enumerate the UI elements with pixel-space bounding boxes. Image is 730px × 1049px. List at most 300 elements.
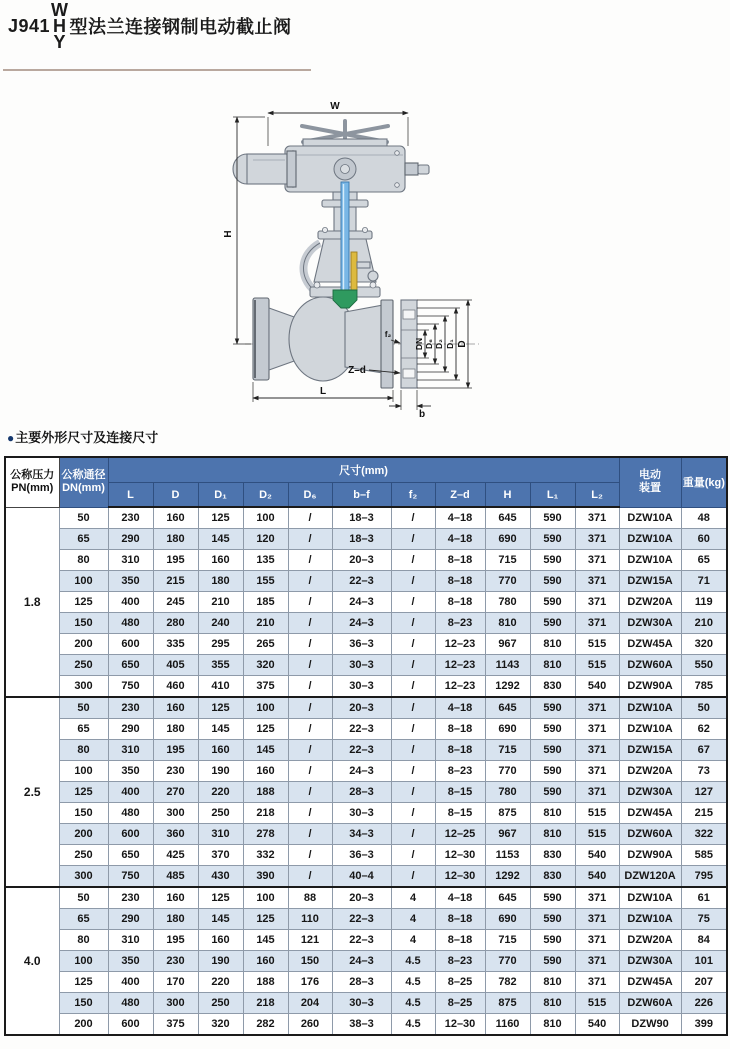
dimension-cell: 585 (681, 845, 727, 866)
bullet-icon: ● (7, 431, 15, 445)
dimension-cell: 48 (681, 507, 727, 529)
dimension-cell: 20–3 (332, 697, 391, 719)
table-row (5, 930, 727, 951)
dimension-cell: 360 (153, 824, 198, 845)
table-row (5, 803, 727, 824)
dimension-cell: 4–18 (435, 887, 485, 909)
dimension-cell: 770 (485, 761, 530, 782)
dimension-cell: 60 (681, 529, 727, 550)
dimension-cell: 371 (575, 909, 619, 930)
actuator-model-cell: DZW15A (619, 740, 681, 761)
dimension-cell: 350 (108, 951, 153, 972)
dimension-cell: 540 (575, 845, 619, 866)
dimension-cell: 210 (681, 613, 727, 634)
table-row (5, 782, 727, 803)
dimension-cell: 590 (530, 592, 575, 613)
svg-text:DN: DN (414, 337, 424, 351)
dimension-cell: 127 (681, 782, 727, 803)
motor (233, 151, 296, 187)
dimension-cell: 371 (575, 529, 619, 550)
dimension-cell: 600 (108, 634, 153, 655)
dimension-cell: 24–3 (332, 592, 391, 613)
dimension-cell: 1153 (485, 845, 530, 866)
dimension-cell: 335 (153, 634, 198, 655)
dimension-cell: / (288, 592, 332, 613)
dimension-table (4, 456, 728, 1036)
dimension-cell: 28–3 (332, 782, 391, 803)
dimension-cell: / (391, 803, 435, 824)
table-row (5, 655, 727, 676)
dimension-cell: 371 (575, 592, 619, 613)
valve-technical-drawing (205, 84, 505, 420)
dimension-cell: / (288, 529, 332, 550)
table-row (5, 951, 727, 972)
dimension-cell: / (288, 676, 332, 698)
table-row (5, 866, 727, 888)
table-row (5, 550, 727, 571)
dn-cell: 200 (59, 634, 108, 655)
dimension-cell: 210 (243, 613, 288, 634)
dimension-cell: 245 (153, 592, 198, 613)
dimension-cell: 810 (530, 824, 575, 845)
dimension-cell: 180 (198, 571, 243, 592)
dn-cell: 125 (59, 972, 108, 993)
dimension-cell: 750 (108, 866, 153, 888)
dimension-cell: 480 (108, 803, 153, 824)
dimension-cell: 40–4 (332, 866, 391, 888)
dn-cell: 65 (59, 719, 108, 740)
dimension-cell: / (288, 866, 332, 888)
dimension-cell: / (288, 550, 332, 571)
dimension-cell: 485 (153, 866, 198, 888)
dimension-cell: 280 (153, 613, 198, 634)
dimension-cell: / (391, 845, 435, 866)
dimension-cell: 290 (108, 909, 153, 930)
dn-cell: 150 (59, 613, 108, 634)
dimension-cell: 830 (530, 866, 575, 888)
dimension-cell: 355 (198, 655, 243, 676)
actuator-model-cell: DZW10A (619, 909, 681, 930)
svg-text:b: b (418, 409, 426, 420)
header-dim-d: D (153, 483, 198, 508)
dimension-cell: 204 (288, 993, 332, 1014)
title-variant-w: W (51, 0, 69, 20)
dimension-cell: 250 (198, 803, 243, 824)
actuator-model-cell: DZW60A (619, 655, 681, 676)
dimension-cell: 370 (198, 845, 243, 866)
dimension-cell: 36–3 (332, 634, 391, 655)
dimension-cell: 125 (198, 507, 243, 529)
dimension-cell: 22–3 (332, 930, 391, 951)
dimension-cell: 230 (108, 887, 153, 909)
dimension-cell: / (288, 719, 332, 740)
dimension-cell: 195 (153, 930, 198, 951)
dimension-cell: 125 (243, 909, 288, 930)
dimension-cell: 540 (575, 1014, 619, 1036)
actuator-model-cell: DZW90A (619, 845, 681, 866)
dn-cell: 300 (59, 676, 108, 698)
dimension-cell: 22–3 (332, 740, 391, 761)
dimension-cell: 540 (575, 866, 619, 888)
svg-text:L: L (319, 386, 327, 397)
dimension-cell: 125 (198, 887, 243, 909)
header-dim-zd: Z–d (435, 483, 485, 508)
dimension-cell: 250 (198, 993, 243, 1014)
actuator-model-cell: DZW20A (619, 592, 681, 613)
dimension-cell: 875 (485, 803, 530, 824)
dimension-cell: 100 (243, 697, 288, 719)
dimension-cell: 400 (108, 782, 153, 803)
actuator-model-cell: DZW10A (619, 507, 681, 529)
dn-cell: 125 (59, 782, 108, 803)
dimension-cell: 84 (681, 930, 727, 951)
dn-cell: 65 (59, 909, 108, 930)
header-dim-f2: f₂ (391, 483, 435, 508)
actuator-model-cell: DZW15A (619, 571, 681, 592)
dimension-cell: 12–25 (435, 824, 485, 845)
valve-body (253, 297, 393, 388)
dimension-cell: / (391, 613, 435, 634)
dn-cell: 200 (59, 1014, 108, 1036)
dimension-cell: 170 (153, 972, 198, 993)
title-suffix: 型法兰连接钢制电动截止阀 (69, 17, 292, 37)
dimension-cell: 295 (198, 634, 243, 655)
actuator-model-cell: DZW30A (619, 951, 681, 972)
table-row (5, 887, 727, 909)
header-dim-l1: L₁ (530, 483, 575, 508)
dimension-cell: / (288, 571, 332, 592)
dimension-cell: 322 (681, 824, 727, 845)
actuator-model-cell: DZW10A (619, 529, 681, 550)
dimension-cell: 8–15 (435, 782, 485, 803)
dimension-cell: 160 (198, 740, 243, 761)
dimension-cell: 18–3 (332, 529, 391, 550)
dimension-cell: 73 (681, 761, 727, 782)
dimension-cell: 62 (681, 719, 727, 740)
table-row (5, 761, 727, 782)
dimension-cell: 1292 (485, 676, 530, 698)
dimension-cell: 810 (530, 993, 575, 1014)
dimension-cell: 320 (198, 1014, 243, 1036)
actuator-model-cell: DZW10A (619, 550, 681, 571)
dimension-cell: / (288, 824, 332, 845)
dn-cell: 100 (59, 951, 108, 972)
title-variant-y: Y (53, 32, 67, 52)
header-dim-l: L (108, 483, 153, 508)
dimension-cell: 22–3 (332, 909, 391, 930)
actuator-model-cell: DZW45A (619, 972, 681, 993)
actuator-model-cell: DZW20A (619, 761, 681, 782)
dimension-cell: 160 (198, 550, 243, 571)
actuator-top-plate (303, 139, 387, 146)
dimension-cell: 190 (198, 761, 243, 782)
dimension-cell: 400 (108, 592, 153, 613)
dimension-cell: 371 (575, 697, 619, 719)
dimension-cell: 215 (153, 571, 198, 592)
dimension-cell: 590 (530, 719, 575, 740)
dimension-cell: 160 (153, 507, 198, 529)
dn-cell: 65 (59, 529, 108, 550)
dimension-cell: 12–23 (435, 655, 485, 676)
dimension-cell: 590 (530, 782, 575, 803)
section-title (7, 427, 158, 446)
table-row (5, 592, 727, 613)
dimension-cell: 770 (485, 951, 530, 972)
table-row (5, 909, 727, 930)
dimension-cell: 180 (153, 719, 198, 740)
dimension-cell: / (288, 845, 332, 866)
dimension-l (253, 382, 393, 402)
dimension-cell: 8–15 (435, 803, 485, 824)
dimension-cell: 230 (108, 507, 153, 529)
svg-text:D₆: D₆ (424, 339, 434, 349)
dn-cell: 200 (59, 824, 108, 845)
dimension-cell: 810 (530, 1014, 575, 1036)
dn-cell: 80 (59, 550, 108, 571)
dimension-cell: 125 (198, 697, 243, 719)
dimension-cell: 300 (153, 803, 198, 824)
dimension-cell: 218 (243, 803, 288, 824)
dimension-cell: 650 (108, 845, 153, 866)
dimension-cell: / (391, 697, 435, 719)
dimension-cell: 770 (485, 571, 530, 592)
dimension-cell: 875 (485, 993, 530, 1014)
header-dim-l2: L₂ (575, 483, 619, 508)
actuator-model-cell: DZW45A (619, 634, 681, 655)
dimension-cell: 1292 (485, 866, 530, 888)
dimension-cell: 101 (681, 951, 727, 972)
actuator-model-cell: DZW45A (619, 803, 681, 824)
dimension-cell: 310 (108, 930, 153, 951)
dimension-cell: 207 (681, 972, 727, 993)
dimension-cell: 20–3 (332, 550, 391, 571)
dimension-cell: 645 (485, 697, 530, 719)
table-row (5, 845, 727, 866)
dimension-cell: 425 (153, 845, 198, 866)
actuator-model-cell: DZW10A (619, 719, 681, 740)
dimension-cell: 4–18 (435, 507, 485, 529)
dimension-cell: 28–3 (332, 972, 391, 993)
dimension-cell: 967 (485, 634, 530, 655)
dn-cell: 150 (59, 803, 108, 824)
table-row (5, 676, 727, 698)
table-row (5, 993, 727, 1014)
header-size-group: 尺寸(mm) (108, 457, 619, 483)
dimension-cell: 24–3 (332, 761, 391, 782)
actuator-model-cell: DZW20A (619, 930, 681, 951)
dimension-cell: 715 (485, 550, 530, 571)
dimension-cell: 785 (681, 676, 727, 698)
dimension-cell: / (288, 740, 332, 761)
dimension-cell: / (391, 550, 435, 571)
dimension-cell: 590 (530, 887, 575, 909)
dimension-cell: 390 (243, 866, 288, 888)
dimension-cell: 590 (530, 550, 575, 571)
dimension-cell: 371 (575, 930, 619, 951)
dimension-cell: 590 (530, 951, 575, 972)
dimension-cell: 4.5 (391, 951, 435, 972)
dimension-cell: 12–30 (435, 845, 485, 866)
actuator-model-cell: DZW60A (619, 993, 681, 1014)
dimension-cell: 371 (575, 550, 619, 571)
dimension-cell: 160 (153, 697, 198, 719)
dimension-cell: 4–18 (435, 529, 485, 550)
dimension-cell: 150 (288, 951, 332, 972)
dimension-cell: 780 (485, 592, 530, 613)
dimension-cell: 145 (243, 740, 288, 761)
table-row (5, 824, 727, 845)
dimension-cell: 515 (575, 824, 619, 845)
dimension-cell: 71 (681, 571, 727, 592)
dn-cell: 50 (59, 697, 108, 719)
dimension-cell: 332 (243, 845, 288, 866)
dimension-cell: / (391, 634, 435, 655)
dimension-cell: 12–23 (435, 676, 485, 698)
dimension-cell: / (391, 866, 435, 888)
page-title (8, 2, 292, 50)
dimension-cell: 590 (530, 507, 575, 529)
dimension-cell: 188 (243, 782, 288, 803)
table-row (5, 740, 727, 761)
dimension-cell: 160 (243, 951, 288, 972)
dimension-cell: 180 (153, 529, 198, 550)
dimension-cell: 4 (391, 930, 435, 951)
dimension-cell: 18–3 (332, 507, 391, 529)
dimension-cell: 30–3 (332, 993, 391, 1014)
dimension-cell: / (288, 697, 332, 719)
dimension-cell: 590 (530, 909, 575, 930)
dimension-cell: 410 (198, 676, 243, 698)
dimension-cell: 590 (530, 529, 575, 550)
dimension-cell: / (288, 803, 332, 824)
dimension-cell: 515 (575, 993, 619, 1014)
dimension-cell: 795 (681, 866, 727, 888)
dimension-cell: 405 (153, 655, 198, 676)
dimension-cell: 371 (575, 507, 619, 529)
dimension-cell: 270 (153, 782, 198, 803)
dimension-cell: 121 (288, 930, 332, 951)
table-row (5, 507, 727, 529)
dimension-cell: 145 (198, 529, 243, 550)
dimension-cell: / (391, 740, 435, 761)
dimension-cell: 220 (198, 782, 243, 803)
dimension-cell: 20–3 (332, 887, 391, 909)
dimension-cell: 8–18 (435, 550, 485, 571)
dimension-cell: 22–3 (332, 719, 391, 740)
dimension-cell: 371 (575, 719, 619, 740)
dimension-cell: 830 (530, 845, 575, 866)
dimension-cell: 375 (243, 676, 288, 698)
dimension-cell: 8–23 (435, 761, 485, 782)
table-row (5, 613, 727, 634)
dimension-cell: 12–23 (435, 634, 485, 655)
dimension-cell: 590 (530, 613, 575, 634)
dimension-cell: 160 (198, 930, 243, 951)
table-row (5, 1014, 727, 1036)
header-dim-d6: D₆ (288, 483, 332, 508)
dimension-cell: 230 (153, 761, 198, 782)
dimension-cell: 460 (153, 676, 198, 698)
dimension-cell: / (288, 613, 332, 634)
dimension-cell: 30–3 (332, 676, 391, 698)
dn-cell: 80 (59, 740, 108, 761)
dimension-cell: 645 (485, 507, 530, 529)
dimension-cell: / (288, 655, 332, 676)
dimension-cell: 375 (153, 1014, 198, 1036)
header-dim-d1: D₁ (198, 483, 243, 508)
dimension-cell: 810 (530, 803, 575, 824)
dimension-cell: 590 (530, 571, 575, 592)
svg-text:D: D (457, 340, 468, 348)
dimension-cell: 210 (198, 592, 243, 613)
dn-cell: 125 (59, 592, 108, 613)
dimension-cell: 278 (243, 824, 288, 845)
conduit-connector (405, 163, 429, 175)
dimension-cell: 690 (485, 719, 530, 740)
dimension-cell: 350 (108, 761, 153, 782)
dimension-cell: 590 (530, 761, 575, 782)
dimension-cell: 8–18 (435, 930, 485, 951)
dimension-cell: 282 (243, 1014, 288, 1036)
dimension-cell: 715 (485, 930, 530, 951)
pn-group-value: 4.0 (5, 887, 59, 1035)
dimension-cell: 24–3 (332, 613, 391, 634)
dimension-cell: 215 (681, 803, 727, 824)
dn-cell: 300 (59, 866, 108, 888)
dimension-cell: / (391, 824, 435, 845)
dimension-cell: / (391, 719, 435, 740)
dimension-cell: 645 (485, 887, 530, 909)
dn-cell: 100 (59, 571, 108, 592)
dimension-cell: 61 (681, 887, 727, 909)
dimension-cell: 240 (198, 613, 243, 634)
dimension-cell: 160 (243, 761, 288, 782)
dimension-cell: 4 (391, 887, 435, 909)
dimension-cell: 185 (243, 592, 288, 613)
table-row (5, 571, 727, 592)
header-actuator: 电动 装置 (619, 457, 681, 507)
actuator-model-cell: DZW90 (619, 1014, 681, 1036)
dimension-cell: 480 (108, 613, 153, 634)
dimension-cell: 8–23 (435, 613, 485, 634)
dimension-cell: 226 (681, 993, 727, 1014)
dimension-cell: / (288, 782, 332, 803)
dimension-cell: 8–25 (435, 972, 485, 993)
table-row (5, 972, 727, 993)
dimension-cell: 371 (575, 951, 619, 972)
dn-cell: 100 (59, 761, 108, 782)
dimension-cell: 30–3 (332, 803, 391, 824)
dimension-cell: 265 (243, 634, 288, 655)
dimension-cell: 810 (485, 613, 530, 634)
title-variant-stack (51, 2, 69, 50)
dimension-cell: 195 (153, 550, 198, 571)
svg-text:f₂: f₂ (384, 329, 392, 339)
dimension-cell: 780 (485, 782, 530, 803)
dimension-cell: 176 (288, 972, 332, 993)
dimension-cell: 650 (108, 655, 153, 676)
dimension-cell: 180 (153, 909, 198, 930)
dimension-cell: 8–25 (435, 993, 485, 1014)
dimension-cell: 8–18 (435, 592, 485, 613)
svg-text:D₁: D₁ (445, 339, 455, 349)
dimension-cell: 400 (108, 972, 153, 993)
dimension-cell: 4.5 (391, 1014, 435, 1036)
packing-gland (351, 252, 357, 290)
dimension-cell: 230 (153, 951, 198, 972)
dimension-cell: 590 (530, 930, 575, 951)
actuator-model-cell: DZW30A (619, 782, 681, 803)
